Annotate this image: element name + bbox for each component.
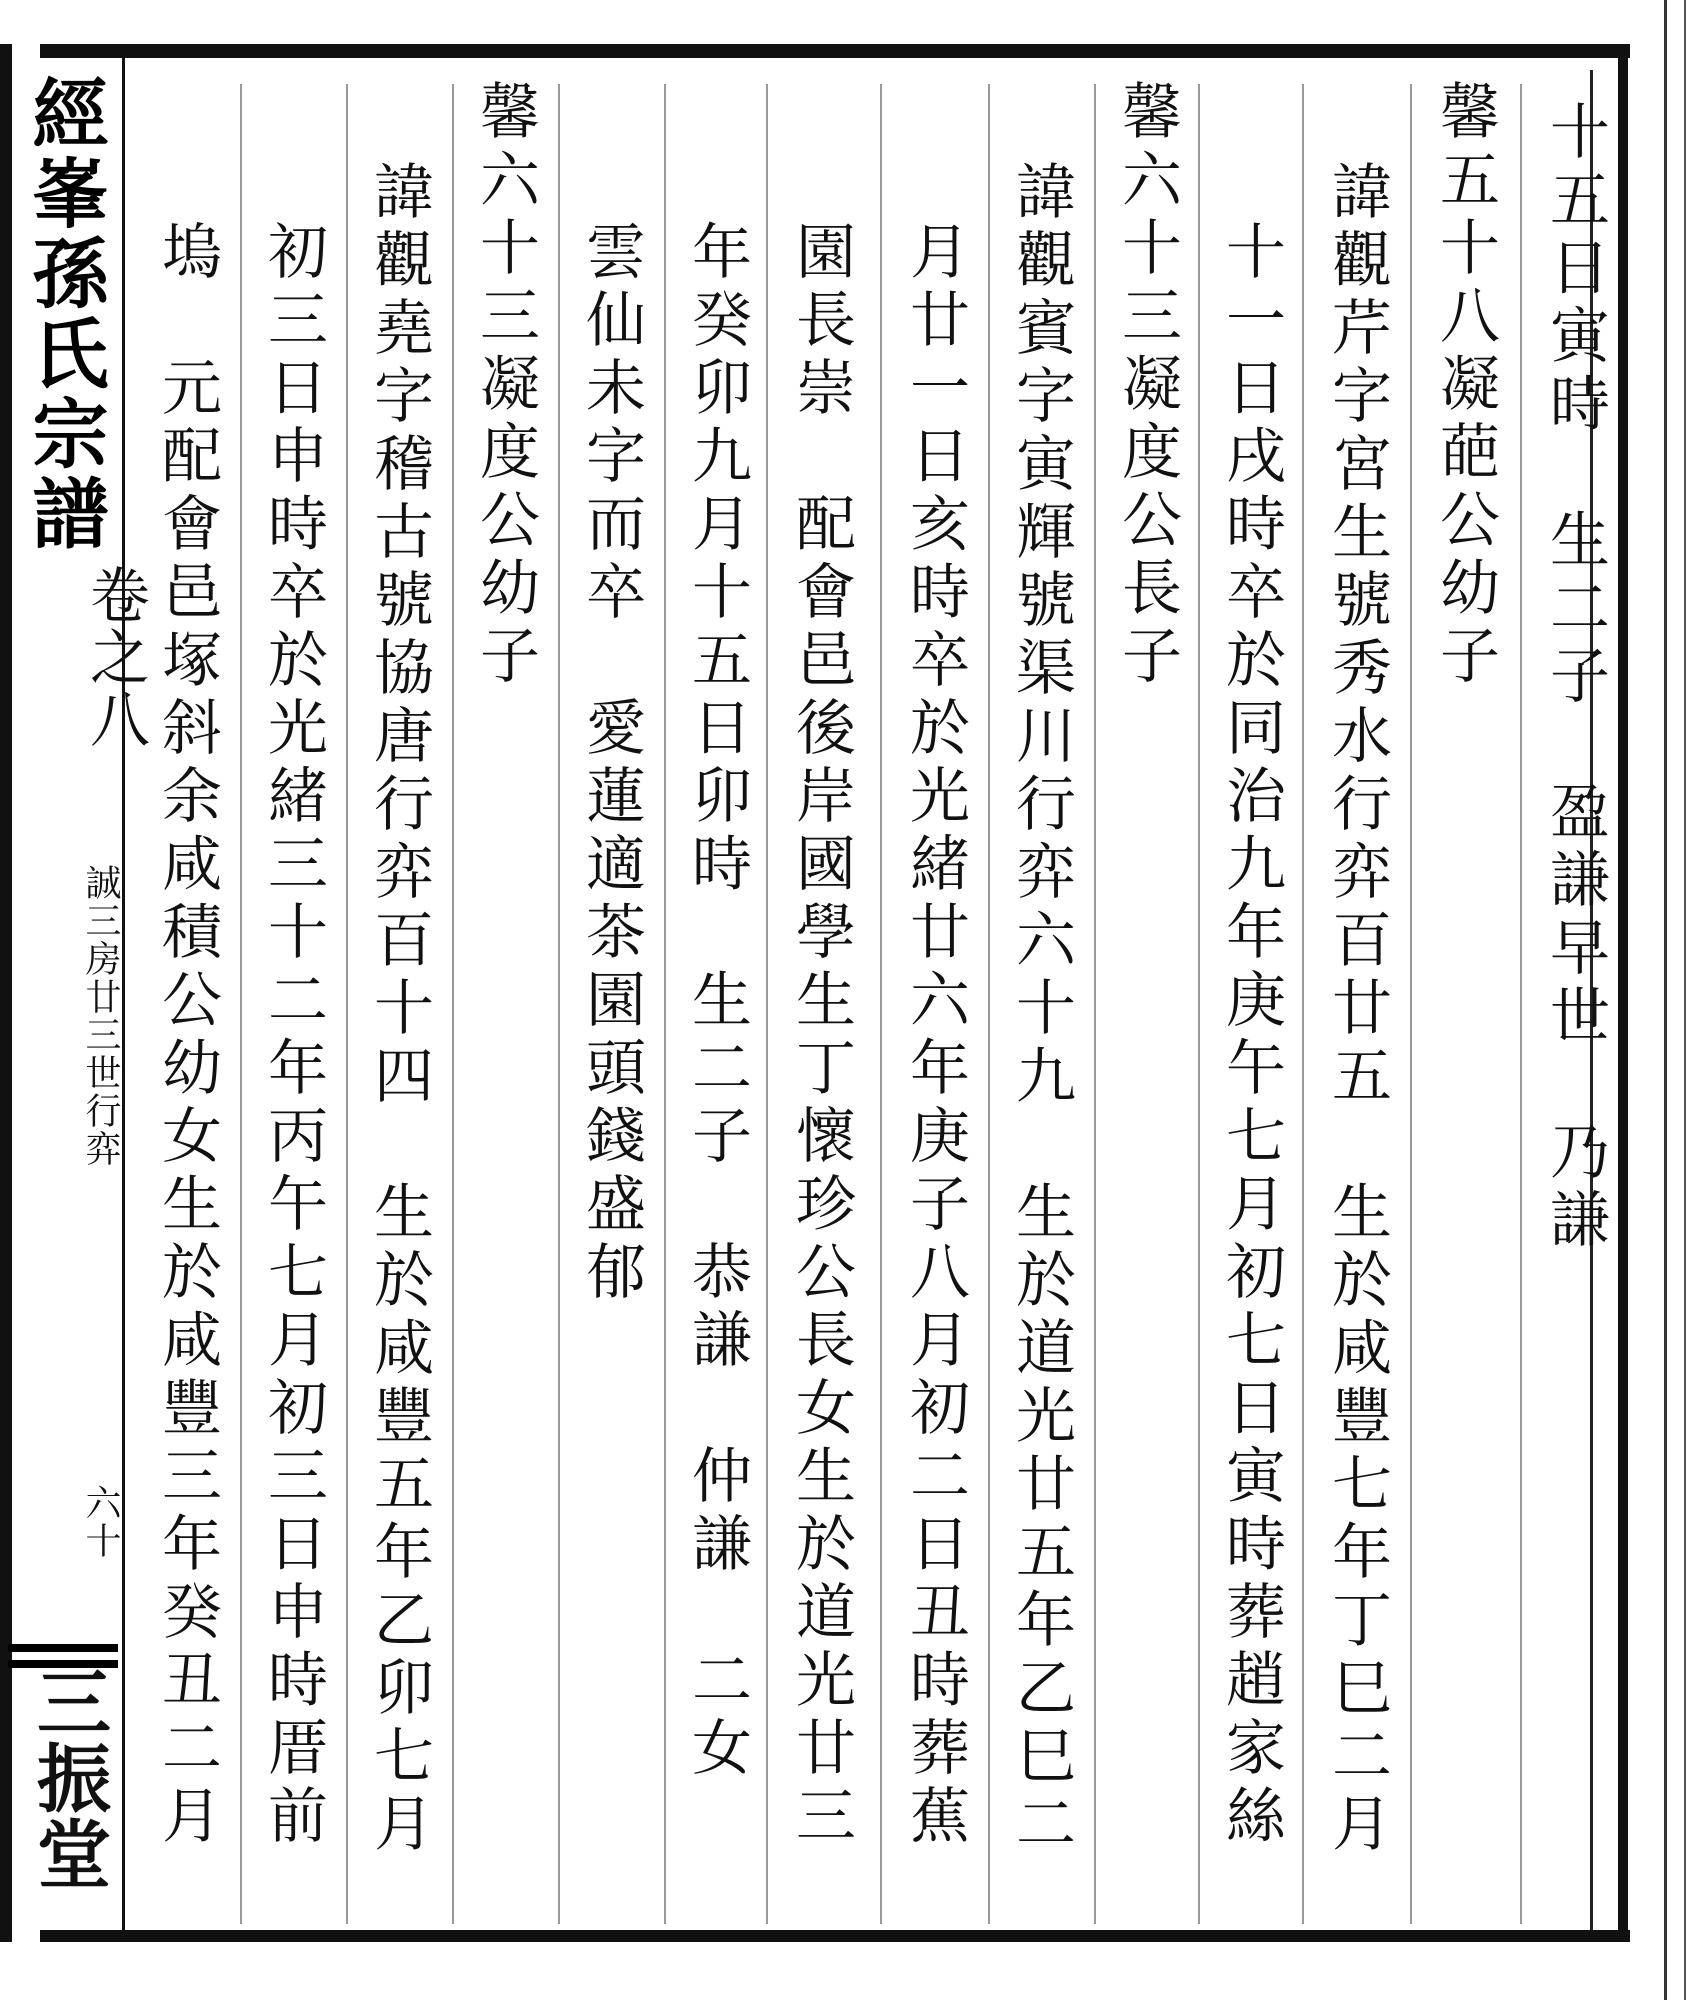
column-rule <box>1094 84 1096 1924</box>
text-column-14: 塢 元配會邑塚斜余咸積公幼女生於咸豐三年癸丑二月 <box>152 220 222 1852</box>
column-rule <box>880 84 882 1924</box>
column-rule <box>452 84 454 1924</box>
column-rule <box>988 84 990 1924</box>
column-rule <box>558 84 560 1924</box>
spine-branch: 誠三房廿三世行弈 <box>80 864 121 1168</box>
frame-bottom-border <box>40 1930 1630 1942</box>
spine-black-bar <box>0 44 12 1942</box>
text-column-5: 馨六十三凝度公長子 <box>1112 80 1182 692</box>
text-column-13: 初三日申時卒於光緒三十二年丙午七月初三日申時厝前 <box>258 220 328 1852</box>
next-page-edge <box>1664 0 1667 2000</box>
spine-volume: 卷之八 <box>80 564 150 750</box>
next-page-edge-outer <box>1684 0 1686 2000</box>
column-rule <box>1198 84 1200 1924</box>
text-column-4: 十一日戌時卒於同治九年庚午七月初七日寅時葬趙家絲 <box>1216 220 1286 1852</box>
text-column-7: 月廿一日亥時卒於光緒廿六年庚子八月初二日丑時葬蕉 <box>900 220 970 1852</box>
text-column-6: 諱觀賓字寅輝號渠川行弈六十九 生於道光廿五年乙巳二 <box>1006 160 1076 1860</box>
book-spine <box>0 44 150 1942</box>
text-column-8: 園長崇 配會邑後岸國學生丁懷珍公長女生於道光廿三 <box>786 220 856 1852</box>
fishtail-mark-1 <box>8 1644 118 1652</box>
spine-hall-name: 三振堂 <box>25 1664 111 1892</box>
column-rule <box>1410 84 1412 1924</box>
column-rule <box>766 84 768 1924</box>
text-column-12: 諱觀堯字稽古號協唐行弈百十四 生於咸豐五年乙卯七月 <box>364 160 434 1860</box>
frame-top-border <box>40 44 1630 58</box>
text-column-1: 十五日寅時 生二子 盈謙早世 乃謙 <box>1540 100 1610 1256</box>
column-rule <box>240 84 242 1924</box>
column-rule <box>1520 84 1522 1924</box>
spine-title: 經峯孫氏宗譜 <box>20 74 109 554</box>
spine-page-number: 六十 <box>80 1484 121 1560</box>
column-rule <box>664 84 666 1924</box>
text-column-3: 諱觀芹字宮生號秀水行弈百廿五 生於咸豐七年丁巳二月 <box>1322 160 1392 1860</box>
column-rule <box>346 84 348 1924</box>
text-column-10: 雲仙未字而卒 愛蓮適茶園頭錢盛郁 <box>576 220 646 1308</box>
text-column-11: 馨六十三凝度公幼子 <box>470 80 540 692</box>
column-rule <box>1302 84 1304 1924</box>
text-column-9: 年癸卯九月十五日卯時 生二子 恭謙 仲謙 二女 <box>682 220 752 1784</box>
text-column-2: 馨五十八凝葩公幼子 <box>1430 80 1500 692</box>
